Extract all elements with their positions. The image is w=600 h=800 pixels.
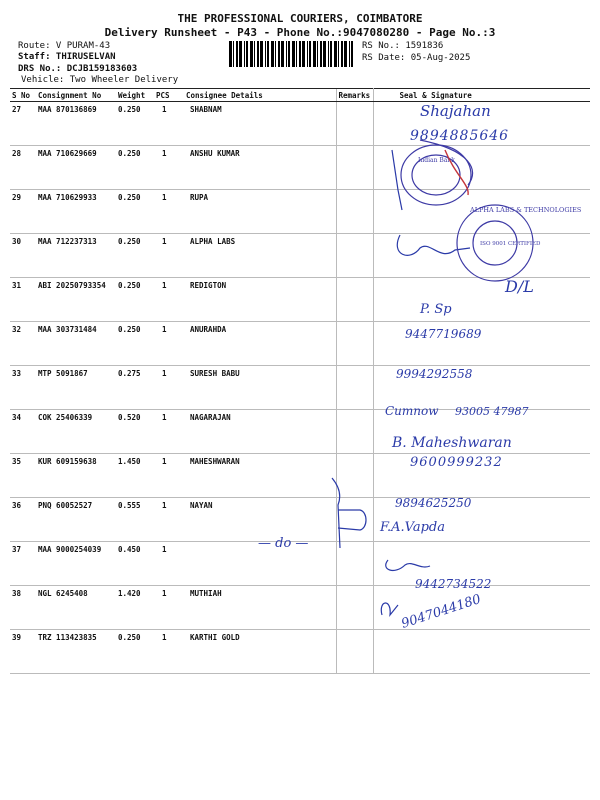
cell-weight: 1.420 xyxy=(116,586,154,630)
cell-pcs: 1 xyxy=(154,542,184,586)
cell-pcs: 1 xyxy=(154,322,184,366)
barcode-bar xyxy=(286,41,287,67)
cell-consignee: RUPA xyxy=(184,190,336,234)
cell-signature xyxy=(373,278,590,322)
cell-signature xyxy=(373,234,590,278)
cell-pcs: 1 xyxy=(154,586,184,630)
drs-number: DRS No.: DCJB159183603 xyxy=(18,64,138,74)
table-row xyxy=(10,586,590,630)
cell-sno: 38 xyxy=(10,586,36,630)
staff-label: Staff: THIRUSELVAN xyxy=(18,52,116,62)
rs-number: RS No.: 1591836 xyxy=(362,41,444,51)
barcode-bar xyxy=(328,41,329,67)
cell-weight: 0.250 xyxy=(116,278,154,322)
hw-r38-phone: 9442734522 xyxy=(415,577,492,591)
barcode-bar xyxy=(265,41,266,67)
cell-signature xyxy=(373,542,590,586)
cell-weight: 0.250 xyxy=(116,234,154,278)
cell-remarks xyxy=(336,234,373,278)
cell-consignee: MUTHIAH xyxy=(184,586,336,630)
cell-consignee: SURESH BABU xyxy=(184,366,336,410)
cell-pcs: 1 xyxy=(154,630,184,674)
barcode-bar xyxy=(233,41,234,67)
barcode-bar xyxy=(281,41,284,67)
col-consignment: Consignment No xyxy=(36,89,116,102)
cell-pcs: 1 xyxy=(154,146,184,190)
cell-remarks xyxy=(336,278,373,322)
col-seal-signature: Seal & Signature xyxy=(373,89,590,102)
cell-remarks xyxy=(336,454,373,498)
vehicle-label: Vehicle: Two Wheeler Delivery xyxy=(21,75,179,85)
barcode-bar xyxy=(341,41,343,67)
cell-consignee: MAHESHWARAN xyxy=(184,454,336,498)
hw-r27-name: Shajahan xyxy=(420,102,491,120)
cell-consignment: MAA 712237313 xyxy=(36,234,116,278)
barcode-bar xyxy=(344,41,347,67)
barcode-bar xyxy=(349,41,350,67)
hw-r32-phone: 9447719689 xyxy=(405,327,482,341)
barcode-bar xyxy=(244,41,245,67)
barcode-bar xyxy=(307,41,308,67)
barcode-bar xyxy=(275,41,276,67)
cell-sno: 39 xyxy=(10,630,36,674)
barcode-bar xyxy=(334,41,337,67)
hw-r27-phone: 9894885646 xyxy=(410,128,510,144)
col-weight: Weight xyxy=(116,89,154,102)
rs-date: RS Date: 05-Aug-2025 xyxy=(362,53,471,63)
cell-consignee: NAYAN xyxy=(184,498,336,542)
cell-consignee xyxy=(184,542,336,586)
cell-pcs: 1 xyxy=(154,102,184,146)
table-row xyxy=(10,190,590,234)
barcode-bar xyxy=(229,41,232,67)
cell-remarks xyxy=(336,366,373,410)
cell-signature xyxy=(373,410,590,454)
barcode-bar xyxy=(278,41,280,67)
cell-sno: 35 xyxy=(10,454,36,498)
barcode-bar xyxy=(338,41,339,67)
hw-r37-ditto: — do — xyxy=(258,536,309,551)
cell-weight: 0.250 xyxy=(116,190,154,234)
cell-remarks xyxy=(336,410,373,454)
hw-r32-sig: P. Sp xyxy=(420,302,452,317)
cell-weight: 0.250 xyxy=(116,630,154,674)
cell-sno: 30 xyxy=(10,234,36,278)
cell-consignee: ANSHU KUMAR xyxy=(184,146,336,190)
barcode-bar xyxy=(250,41,253,67)
barcode-bar xyxy=(246,41,248,67)
barcode-bar xyxy=(299,41,301,67)
cell-consignment: COK 25406339 xyxy=(36,410,116,454)
col-remarks: Remarks xyxy=(336,89,373,102)
cell-weight: 0.450 xyxy=(116,542,154,586)
barcode-bar xyxy=(236,41,238,67)
runsheet-table xyxy=(10,88,590,674)
hw-r37-name: F.A.Vapda xyxy=(380,520,445,535)
cell-sno: 32 xyxy=(10,322,36,366)
cell-remarks xyxy=(336,102,373,146)
hw-r34-sig: Cumnow xyxy=(385,404,439,418)
cell-signature xyxy=(373,366,590,410)
table-row xyxy=(10,146,590,190)
barcode-bar xyxy=(254,41,255,67)
cell-sno: 33 xyxy=(10,366,36,410)
cell-sno: 27 xyxy=(10,102,36,146)
lab-stamp-iso: ISO 9001 CERTIFIED xyxy=(480,241,541,247)
bank-stamp-text: Indian Bank xyxy=(418,157,455,164)
barcode-bar xyxy=(313,41,316,67)
table-row xyxy=(10,102,590,146)
col-sno: S No xyxy=(10,89,36,102)
cell-consignment: ABI 20250793354 xyxy=(36,278,116,322)
cell-signature xyxy=(373,630,590,674)
cell-remarks xyxy=(336,498,373,542)
cell-sno: 34 xyxy=(10,410,36,454)
col-pcs: PCS xyxy=(154,89,184,102)
cell-signature xyxy=(373,146,590,190)
hw-r34-phone: 93005 47987 xyxy=(455,405,529,418)
cell-sno: 28 xyxy=(10,146,36,190)
cell-consignment: KUR 609159638 xyxy=(36,454,116,498)
table-header-row xyxy=(10,89,590,102)
cell-signature xyxy=(373,102,590,146)
table-row xyxy=(10,630,590,674)
company-title: THE PROFESSIONAL COURIERS, COIMBATORE xyxy=(177,12,423,25)
barcode-bar xyxy=(320,41,322,67)
hw-r39-phone: 9047044180 xyxy=(399,591,483,632)
barcode-bar xyxy=(296,41,297,67)
cell-sno: 36 xyxy=(10,498,36,542)
col-consignee: Consignee Details xyxy=(184,89,336,102)
cell-consignment: MTP 5091867 xyxy=(36,366,116,410)
barcode-bar xyxy=(302,41,305,67)
cell-remarks xyxy=(336,146,373,190)
route-label: Route: V PURAM-43 xyxy=(18,41,111,51)
cell-remarks xyxy=(336,630,373,674)
table-row xyxy=(10,278,590,322)
hw-r31-init: D/L xyxy=(505,277,534,296)
cell-consignee: NAGARAJAN xyxy=(184,410,336,454)
cell-remarks xyxy=(336,586,373,630)
cell-pcs: 1 xyxy=(154,278,184,322)
cell-signature xyxy=(373,454,590,498)
barcode-bar xyxy=(309,41,311,67)
barcode-bar xyxy=(330,41,332,67)
table-row xyxy=(10,410,590,454)
cell-consignee: ALPHA LABS xyxy=(184,234,336,278)
cell-consignee: REDIGTON xyxy=(184,278,336,322)
barcode-bar xyxy=(271,41,274,67)
cell-signature xyxy=(373,498,590,542)
table-row xyxy=(10,234,590,278)
cell-weight: 0.275 xyxy=(116,366,154,410)
barcode-bar xyxy=(317,41,318,67)
barcode xyxy=(229,41,355,67)
cell-signature xyxy=(373,322,590,366)
barcode-bar xyxy=(267,41,269,67)
cell-remarks xyxy=(336,322,373,366)
cell-sno: 37 xyxy=(10,542,36,586)
cell-weight: 0.520 xyxy=(116,410,154,454)
barcode-bar xyxy=(323,41,326,67)
cell-weight: 0.250 xyxy=(116,146,154,190)
table-row xyxy=(10,366,590,410)
cell-pcs: 1 xyxy=(154,234,184,278)
cell-signature xyxy=(373,190,590,234)
hw-r33-phone: 9994292558 xyxy=(396,367,473,381)
cell-consignment: MAA 710629669 xyxy=(36,146,116,190)
cell-remarks xyxy=(336,542,373,586)
cell-weight: 0.250 xyxy=(116,322,154,366)
cell-pcs: 1 xyxy=(154,190,184,234)
cell-consignment: TRZ 113423835 xyxy=(36,630,116,674)
cell-weight: 1.450 xyxy=(116,454,154,498)
cell-pcs: 1 xyxy=(154,366,184,410)
cell-sno: 29 xyxy=(10,190,36,234)
barcode-bar xyxy=(239,41,242,67)
cell-sno: 31 xyxy=(10,278,36,322)
cell-consignment: MAA 870136869 xyxy=(36,102,116,146)
cell-remarks xyxy=(336,190,373,234)
hw-r35-phone: 9600999232 xyxy=(410,455,503,470)
cell-consignment: PNQ 60052527 xyxy=(36,498,116,542)
lab-stamp-text: ALPHA LABS & TECHNOLOGIES xyxy=(470,206,582,214)
runsheet-subtitle: Delivery Runsheet - P43 - Phone No.:9047080280 - Page No.:3 xyxy=(104,26,496,39)
table-row xyxy=(10,454,590,498)
cell-signature xyxy=(373,586,590,630)
cell-pcs: 1 xyxy=(154,410,184,454)
cell-weight: 0.250 xyxy=(116,102,154,146)
hw-r36-phone: 9894625250 xyxy=(395,496,472,510)
cell-consignee: SHABNAM xyxy=(184,102,336,146)
cell-consignment: MAA 710629933 xyxy=(36,190,116,234)
cell-pcs: 1 xyxy=(154,498,184,542)
barcode-bar xyxy=(351,41,353,67)
barcode-bar xyxy=(257,41,259,67)
barcode-bar xyxy=(288,41,290,67)
cell-consignment: NGL 6245408 xyxy=(36,586,116,630)
cell-pcs: 1 xyxy=(154,454,184,498)
cell-consignment: MAA 303731484 xyxy=(36,322,116,366)
hw-r35-name: B. Maheshwaran xyxy=(392,435,512,451)
barcode-bar xyxy=(260,41,263,67)
cell-weight: 0.555 xyxy=(116,498,154,542)
table-row xyxy=(10,498,590,542)
cell-consignee: ANURAHDA xyxy=(184,322,336,366)
barcode-bar xyxy=(292,41,295,67)
table-row xyxy=(10,322,590,366)
table-row xyxy=(10,542,590,586)
cell-consignee: KARTHI GOLD xyxy=(184,630,336,674)
cell-consignment: MAA 9000254039 xyxy=(36,542,116,586)
